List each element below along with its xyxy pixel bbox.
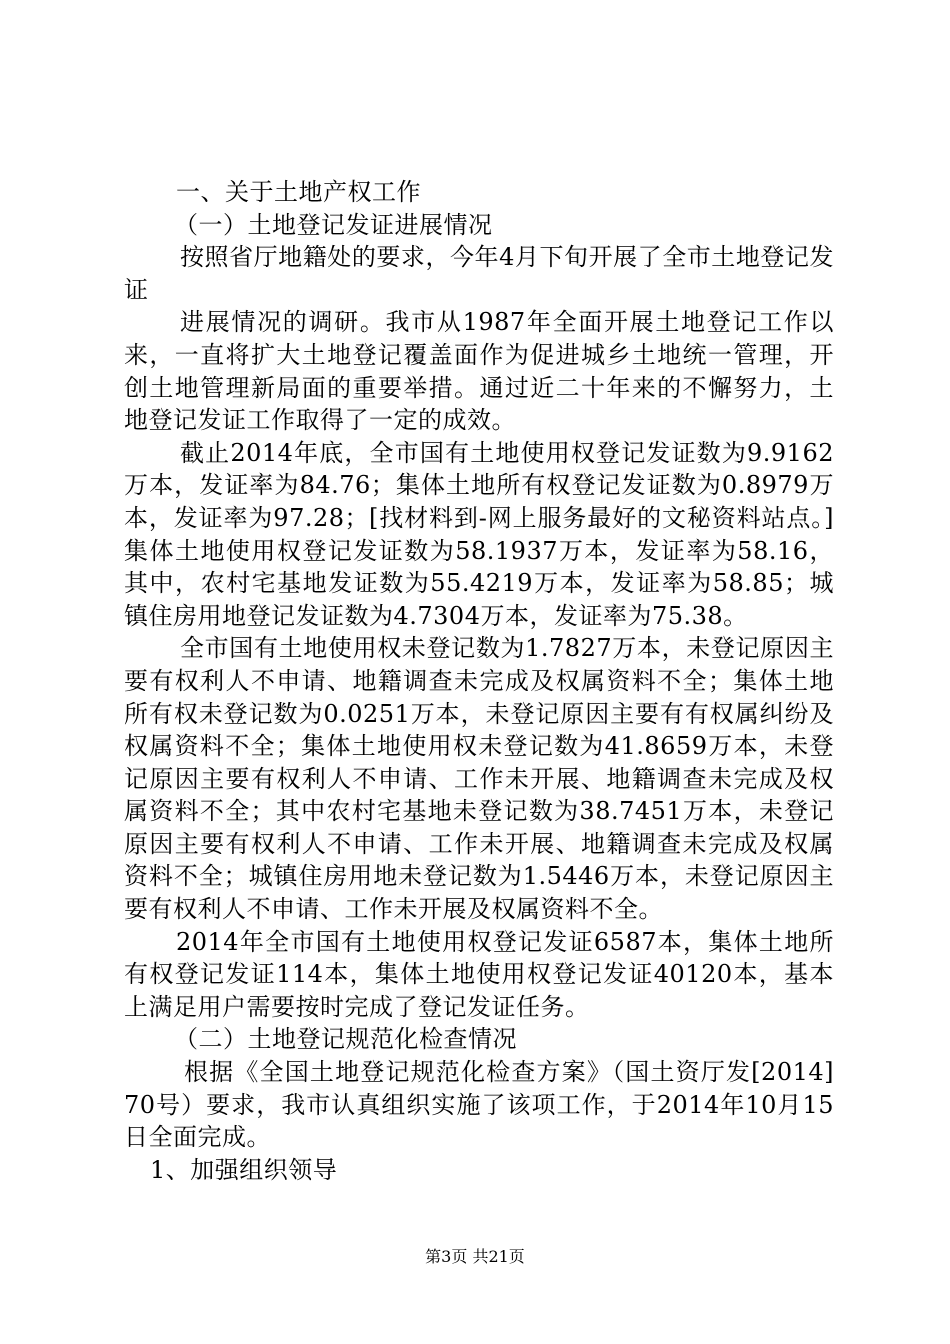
page-number: 第3页 共21页 — [425, 1247, 525, 1266]
subsection-heading: （二）土地登记规范化检查情况 — [174, 1025, 517, 1054]
paragraph: 全市国有土地使用权未登记数为1.7827万本，未登记原因主要有权利人不申请、地籍调查未完成及权属资料不全；集体土地所有权未登记数为0.0251万本，未登记原因主要有有权属纠纷及权属资料不全；集体土地使用权未登记数为41.8659万本，未登记原因主要有权利人不申请、工作未开展、地籍调查未完成及权属资料不全；其中农村宅基地未登记数为38.7451万本，未登记原因主要有权利人不申请、工作未开展、地籍调查未完成及权属资料不全；城镇住房用地未登记数为1.5446万本，未登记原因主要有权利人不申请、工作未开展及权属资料不全。 — [124, 634, 834, 924]
section-heading: 一、关于土地产权工作 — [176, 178, 421, 206]
document-body — [124, 176, 834, 1186]
paragraph: 进展情况的调研。我市从1987年全面开展土地登记工作以来，一直将扩大土地登记覆盖面作为促进城乡土地统一管理，开创土地管理新局面的重要举措。通过近二十年来的不懈努力，土地登记发证工作取得了一定的成效。 — [124, 308, 834, 435]
paragraph: 根据《全国土地登记规范化检查方案》（国土资厅发[2014]70号）要求，我市认真组织实施了该项工作，于2014年10月15日全面完成。 — [124, 1058, 834, 1152]
paragraph: 截止2014年底，全市国有土地使用权登记发证数为9.9162万本，发证率为84.76；集体土地所有权登记发证数为0.8979万本，发证率为97.28；[找材料到-网上服务最好的文秘资料站点。]集体土地使用权登记发证数为58.1937万本，发证率为58.16，其中，农村宅基地发证数为55.4219万本，发证率为58.85；城镇住房用地登记发证数为4.7304万本，发证率为75.38。 — [124, 438, 834, 630]
item-heading: 1、加强组织领导 — [150, 1155, 338, 1184]
paragraph: 按照省厅地籍处的要求，今年4月下旬开展了全市土地登记发证 — [124, 243, 834, 304]
paragraph: 2014年全市国有土地使用权登记发证6587本，集体土地所有权登记发证114本，集体土地使用权登记发证40120本，基本上满足用户需要按时完成了登记发证任务。 — [124, 927, 834, 1021]
subsection-heading: （一）土地登记发证进展情况 — [174, 210, 493, 239]
